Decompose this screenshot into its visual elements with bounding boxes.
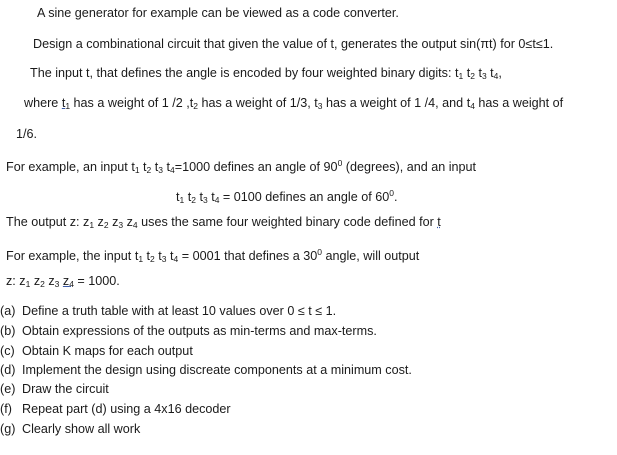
list-item: (d) Implement the design using discreate components at a minimum cost. [0, 363, 412, 377]
example-90-degrees: For example, an input $t_1$ $t_2$ $t_3$ $t_4=1000$ defines an angle of $90^0$ (degrees), and an input [6, 158, 477, 175]
weights-text: where $t_1$ has a weight of 1 /2 $,t_2$ has a weight of 1/3, $t_3$ has a weight of 1 /4, and $t_4$ has a weight of [24, 96, 564, 111]
example-60-degrees: $t_1$ $t_2$ $t_3$ $t_4 = 0100$ defines an angle of $60^0$. [176, 188, 398, 205]
example-30-degrees: For example, the input $t_1$ $t_2$ $t_3$ $t_4 = 0001$ that defines a $30^0$ angle, will output [6, 247, 420, 264]
example-output-value: z: $z_1$ $z_2$ $z_3$ $z_4 = 1000$. [6, 274, 120, 289]
list-item: (c) Obtain K maps for each output [0, 344, 193, 358]
weights-continuation: 1/6. [16, 127, 38, 141]
design-text: Design a combinational circuit that given the value of t, generates the output sin(πt) for 0≤t≤1. [33, 37, 554, 51]
list-item: (g) Clearly show all work [0, 422, 141, 436]
list-item: (b) Obtain expressions of the outputs as min-terms and max-terms. [0, 324, 377, 338]
intro-text: A sine generator for example can be viewed as a code converter. [37, 6, 399, 20]
output-definition: The output z: $z_1$ $z_2$ $z_3$ $z_4$ uses the same four weighted binary code defined for t [6, 215, 441, 230]
list-item: (e) Draw the circuit [0, 382, 109, 396]
list-item: (f) Repeat part (d) using a 4x16 decoder [0, 402, 231, 416]
list-item: (a) Define a truth table with at least 10 values over 0 ≤ t ≤ 1. [0, 304, 337, 318]
input-definition: The input t, that defines the angle is encoded by four weighted binary digits: $t_1$ $t_2$ $t_3$ $t_4$, [30, 66, 502, 81]
